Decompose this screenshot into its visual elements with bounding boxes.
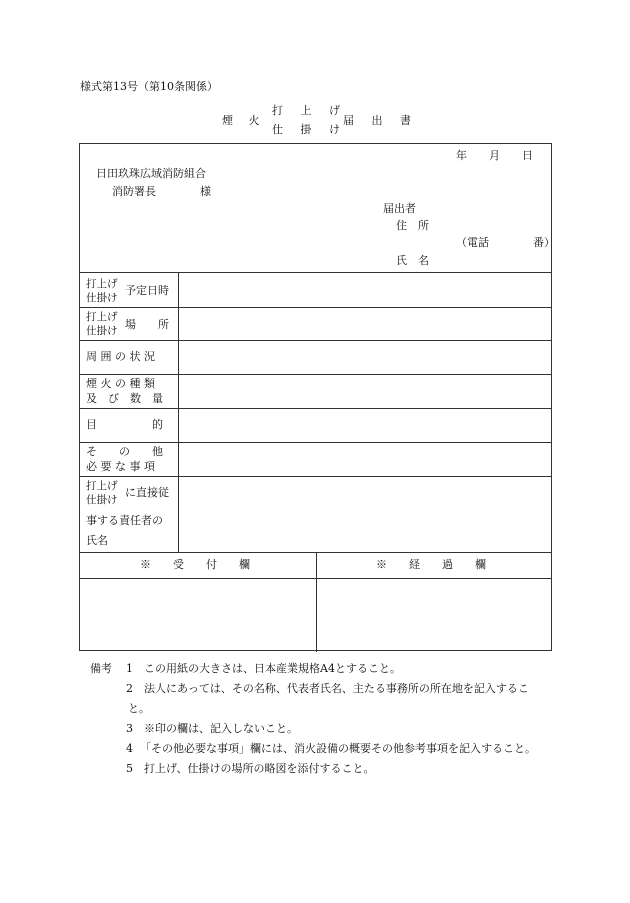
purpose-input[interactable] xyxy=(180,410,550,440)
applicant-label: 届出者 xyxy=(383,202,416,215)
row-manager-label-top: 打上げ xyxy=(86,480,118,492)
notes-heading: 備考 xyxy=(90,662,112,675)
title-part-fireworks: 煙 火 xyxy=(222,114,266,127)
note-num: 3 xyxy=(126,722,133,735)
row-place-label-top: 打上げ xyxy=(86,311,118,323)
note-text: 「その他必要な事項」欄には、消火設備の概要その他参考事項を記入すること。 xyxy=(140,742,536,755)
note-text: 打上げ、仕掛けの場所の略図を添付すること。 xyxy=(144,762,375,775)
row-fireworks-type-label-1: 煙 火 の 種 類 xyxy=(86,377,155,390)
manager-name-input[interactable] xyxy=(180,478,550,550)
addressee-title: 消防署長 様 xyxy=(112,185,211,198)
row-other-label-1: そ の 他 xyxy=(86,445,163,458)
title-part-notification: 届 出 書 xyxy=(343,114,418,127)
addressee-org: 日田玖珠広域消防組合 xyxy=(96,167,206,180)
place-input[interactable] xyxy=(180,309,550,339)
datetime-input[interactable] xyxy=(180,274,550,306)
form-table xyxy=(79,143,555,651)
note-text: この用紙の大きさは、日本産業規格A4とすること。 xyxy=(144,662,401,675)
reception-box xyxy=(82,580,314,650)
name-label: 氏 名 xyxy=(396,254,429,267)
title-part-launch: 打 上 げ xyxy=(272,104,347,117)
progress-box xyxy=(319,580,549,650)
surroundings-input[interactable] xyxy=(180,342,550,372)
reception-label: ※ 受 付 欄 xyxy=(140,558,250,571)
row-datetime-label-top: 打上げ xyxy=(86,278,118,290)
note-num: 4 xyxy=(126,742,133,755)
row-surroundings-label: 周 囲 の 状 況 xyxy=(86,350,155,363)
row-datetime-label-bottom: 仕掛け xyxy=(86,292,118,304)
row-manager-label-bottom: 仕掛け xyxy=(86,494,118,506)
row-place-label-bottom: 仕掛け xyxy=(86,325,118,337)
form-title xyxy=(222,102,422,138)
note-text-continued: と。 xyxy=(128,702,150,715)
note-text: ※印の欄は、記入しないこと。 xyxy=(144,722,298,735)
other-input[interactable] xyxy=(180,444,550,474)
row-place-label: 場 所 xyxy=(125,318,169,331)
date-field[interactable]: 年 月 日 xyxy=(456,149,533,162)
fireworks-type-input[interactable] xyxy=(180,376,550,406)
form-number: 様式第13号（第10条関係） xyxy=(80,80,218,93)
note-num: 2 xyxy=(126,682,133,695)
row-manager-label-3: 氏名 xyxy=(86,534,108,547)
notes xyxy=(90,659,560,779)
note-num: 5 xyxy=(126,762,133,775)
phone-label: （電話 番） xyxy=(456,236,555,249)
title-part-setpiece: 仕 掛 け xyxy=(272,123,347,136)
note-num: 1 xyxy=(126,662,133,675)
row-manager-label-2: 事する責任者の xyxy=(86,514,163,527)
row-purpose-label: 目 的 xyxy=(86,418,163,431)
row-other-label-2: 必 要 な 事 項 xyxy=(86,460,155,473)
note-text: 法人にあっては、その名称、代表者氏名、主たる事務所の所在地を記入するこ xyxy=(144,682,529,695)
address-label: 住 所 xyxy=(396,219,429,232)
row-manager-label-side: に直接従 xyxy=(125,486,169,499)
row-datetime-label: 予定日時 xyxy=(125,284,169,297)
progress-label: ※ 経 過 欄 xyxy=(376,558,486,571)
row-fireworks-type-label-2: 及 び 数 量 xyxy=(86,392,163,405)
